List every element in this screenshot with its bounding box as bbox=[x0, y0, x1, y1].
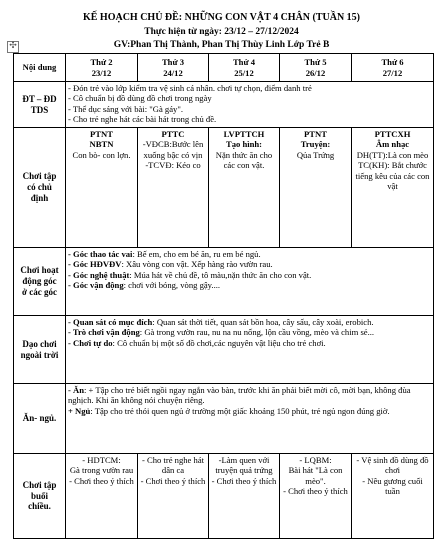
goc-content: - Góc thao tác vai: Bế em, cho em bé ăn, ru em bé ngủ. - Góc HĐVĐV: Xâu vòng con vật. Xếp hàng rào vườn rau. - Góc nghệ thuật: Múa hát về chủ đề, tô màu,nặn thức ăn cho con vật. - Góc vận động: chơi với bóng, vòng gậy.... bbox=[66, 248, 434, 316]
plan-dates: Thực hiện từ ngày: 23/12 – 27/12/2024 bbox=[144, 27, 299, 37]
row-label-goc: Chơi hoạt động góc ở các góc bbox=[14, 248, 66, 316]
row-label-ngoaitroi: Dạo chơi ngoài trời bbox=[14, 316, 66, 384]
table-move-handle-icon[interactable]: ✣ bbox=[7, 41, 19, 53]
table-header-row bbox=[14, 54, 434, 82]
header-day-fri: Thứ 6 27/12 bbox=[352, 54, 434, 82]
dt-content: - Đón trẻ vào lớp kiểm tra vệ sinh cá nhân. chơi tự chọn, điểm danh trẻ - Cô chuẩn bị đồ dùng đồ chơi trong ngày - Thể dục sáng với bài: "Gà gáy". - Cho trẻ nghe hát các bài hát trong chủ đề. bbox=[66, 82, 434, 128]
table-row bbox=[14, 248, 434, 316]
header-content: Nội dung bbox=[14, 54, 66, 82]
chieu-thu: - LQBM: Bài hát "Là con mèo". - Chơi theo ý thích bbox=[280, 454, 352, 539]
row-label-chieu: Chơi tập buổi chiều. bbox=[14, 454, 66, 539]
chutap-mon: PTNT NBTN Con bò- con lợn. bbox=[66, 128, 138, 248]
table-row bbox=[14, 316, 434, 384]
row-label-anngu: Ăn- ngủ. bbox=[14, 384, 66, 454]
chieu-mon: - HDTCM: Gà trong vườn rau - Chơi theo ý thích bbox=[66, 454, 138, 539]
weekly-plan-table bbox=[13, 53, 434, 539]
header-day-mon: Thứ 2 23/12 bbox=[66, 54, 138, 82]
header-day-thu: Thứ 5 26/12 bbox=[280, 54, 352, 82]
plan-title: KẾ HOẠCH CHỦ ĐỀ: NHỮNG CON VẬT 4 CHÂN (TUẦN 15) bbox=[82, 12, 361, 23]
chutap-tue: PTTC -VĐCB:Bước lên xuống bậc có vịn -TCVĐ: Kéo co bbox=[138, 128, 209, 248]
chutap-thu: PTNT Truyện: Qủa Trứng bbox=[280, 128, 352, 248]
table-row bbox=[14, 384, 434, 454]
row-label-dt: ĐT – ĐD TDS bbox=[14, 82, 66, 128]
plan-teachers: GV:Phan Thị Thành, Phan Thị Thùy Linh Lớp Trẻ B bbox=[113, 40, 330, 50]
chieu-tue: - Cho trẻ nghe hát dân ca - Chơi theo ý thích bbox=[138, 454, 209, 539]
table-row bbox=[14, 82, 434, 128]
header-day-tue: Thứ 3 24/12 bbox=[138, 54, 209, 82]
chieu-wed: -Làm quen với truyện quả trứng - Chơi theo ý thích bbox=[209, 454, 280, 539]
table-row bbox=[14, 128, 434, 248]
header-day-wed: Thứ 4 25/12 bbox=[209, 54, 280, 82]
anngu-content: - Ăn: + Tập cho trẻ biết ngồi ngay ngắn vào bàn, trước khi ăn phải biết mời cô, mời bạn, không đùa nghịch. Khi ăn không nói chuyện riêng. + Ngủ: Tập cho trẻ thói quen ngủ ở trường một giấc khoảng 150 phút, trẻ ngủ ngon đúng giờ. bbox=[66, 384, 434, 454]
row-label-chutap: Chơi tập có chủ định bbox=[14, 128, 66, 248]
chutap-fri: PTTCXH Âm nhạc DH(TT):Là con mèo TC(KH): Bắt chước tiếng kêu của các con vật bbox=[352, 128, 434, 248]
chutap-wed: LVPTTCH Tạo hình: Nặn thức ăn cho các con vật. bbox=[209, 128, 280, 248]
chieu-fri: - Vệ sinh đồ dùng đồ chơi - Nêu gương cuối tuần bbox=[352, 454, 434, 539]
table-row bbox=[14, 454, 434, 539]
ngoaitroi-content: - Quan sát có mục đích: Quan sát thời tiết, quan sát bồn hoa, cây sấu, cây xoài, erobich. - Trò chơi vận động: Gà trong vườn rau, nu na nu nống, lộn cầu vồng, mèo và chim sẻ... - Chơi tự do: Cô chuẩn bị một số đồ chơi,các nguyên vật liệu cho trẻ chơi. bbox=[66, 316, 434, 384]
